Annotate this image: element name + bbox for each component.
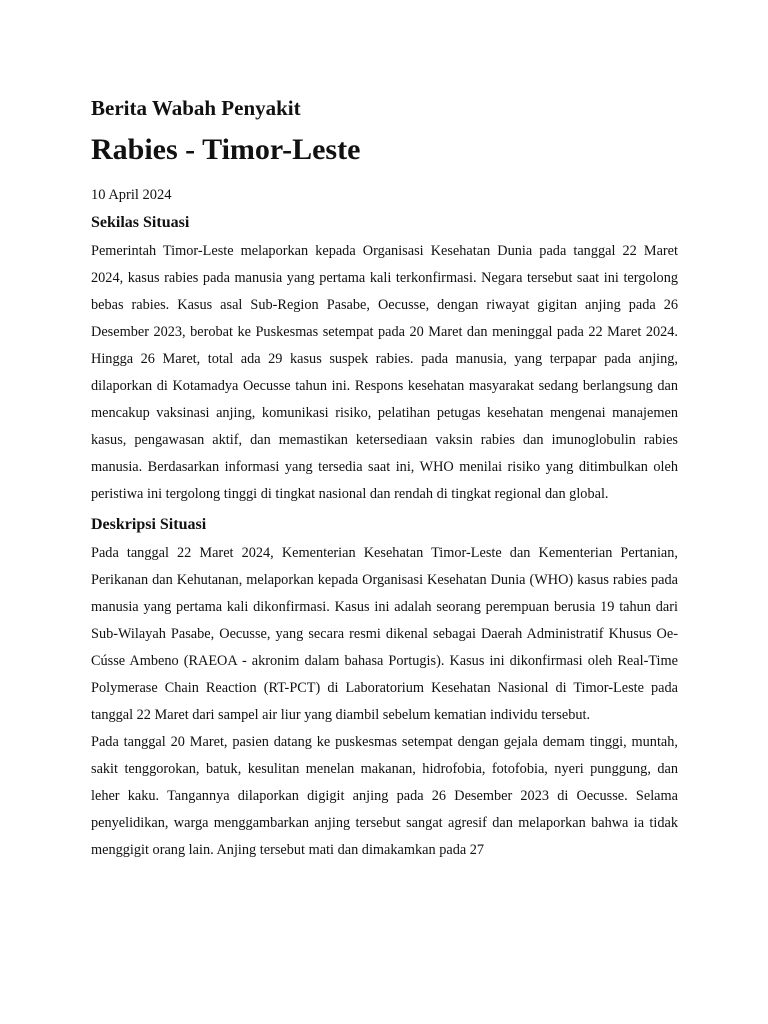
description-paragraph-1: Pada tanggal 22 Maret 2024, Kementerian Kesehatan Timor-Leste dan Kementerian Pertanian, Perikanan dan Kehutanan, melaporkan kepada Organisasi Kesehatan Dunia (WHO) kasus rabies pada manusia yang pertama kali dikonfirmasi. Kasus ini adalah seorang perempuan berusia 19 tahun dari Sub-Wilayah Pasabe, Oecusse, yang secara resmi dikenal sebagai Daerah Administratif Khusus Oe-Cússe Ambeno (RAEOA - akronim dalam bahasa Portugis). Kasus ini dikonfirmasi oleh Real-Time Polymerase Chain Reaction (RT-PCT) di Laboratorium Kesehatan Nasional di Timor-Leste pada tanggal 22 Maret dari sampel air liur yang diambil sebelum kematian individu tersebut. <box>91 545 678 723</box>
document-kicker: Berita Wabah Penyakit <box>91 96 301 120</box>
section-heading-description: Deskripsi Situasi <box>91 516 207 533</box>
publication-date: 10 April 2024 <box>91 187 172 203</box>
summary-paragraph: Pemerintah Timor-Leste melaporkan kepada Organisasi Kesehatan Dunia pada tanggal 22 Maret 2024, kasus rabies pada manusia yang pertama kali terkonfirmasi. Negara tersebut saat ini tergolong bebas rabies. Kasus asal Sub-Region Pasabe, Oecusse, dengan riwayat gigitan anjing pada 26 Desember 2023, berobat ke Puskesmas setempat pada 20 Maret dan meninggal pada 22 Maret 2024. Hingga 26 Maret, total ada 29 kasus suspek rabies. pada manusia, yang terpapar pada anjing, dilaporkan di Kotamadya Oecusse tahun ini. Respons kesehatan masyarakat sedang berlangsung dan mencakup vaksinasi anjing, komunikasi risiko, pelatihan petugas kesehatan mengenai manajemen kasus, pengawasan aktif, dan memastikan ketersediaan vaksin rabies dan imunoglobulin rabies manusia. Berdasarkan informasi yang tersedia saat ini, WHO menilai risiko yang ditimbulkan oleh peristiwa ini tergolong tinggi di tingkat nasional dan rendah di tingkat regional dan global. <box>91 243 678 502</box>
description-paragraph-2: Pada tanggal 20 Maret, pasien datang ke puskesmas setempat dengan gejala demam tinggi, muntah, sakit tenggorokan, batuk, kesulitan menelan makanan, hidrofobia, fotofobia, nyeri punggung, dan leher kaku. Tangannya dilaporkan digigit anjing pada 26 Desember 2023 di Oecusse. Selama penyelidikan, warga menggambarkan anjing tersebut sangat agresif dan melaporkan bahwa ia tidak menggigit orang lain. Anjing tersebut mati dan dimakamkan pada 27 <box>91 734 678 858</box>
section-heading-summary: Sekilas Situasi <box>91 214 190 231</box>
document-title: Rabies - Timor-Leste <box>91 133 361 166</box>
